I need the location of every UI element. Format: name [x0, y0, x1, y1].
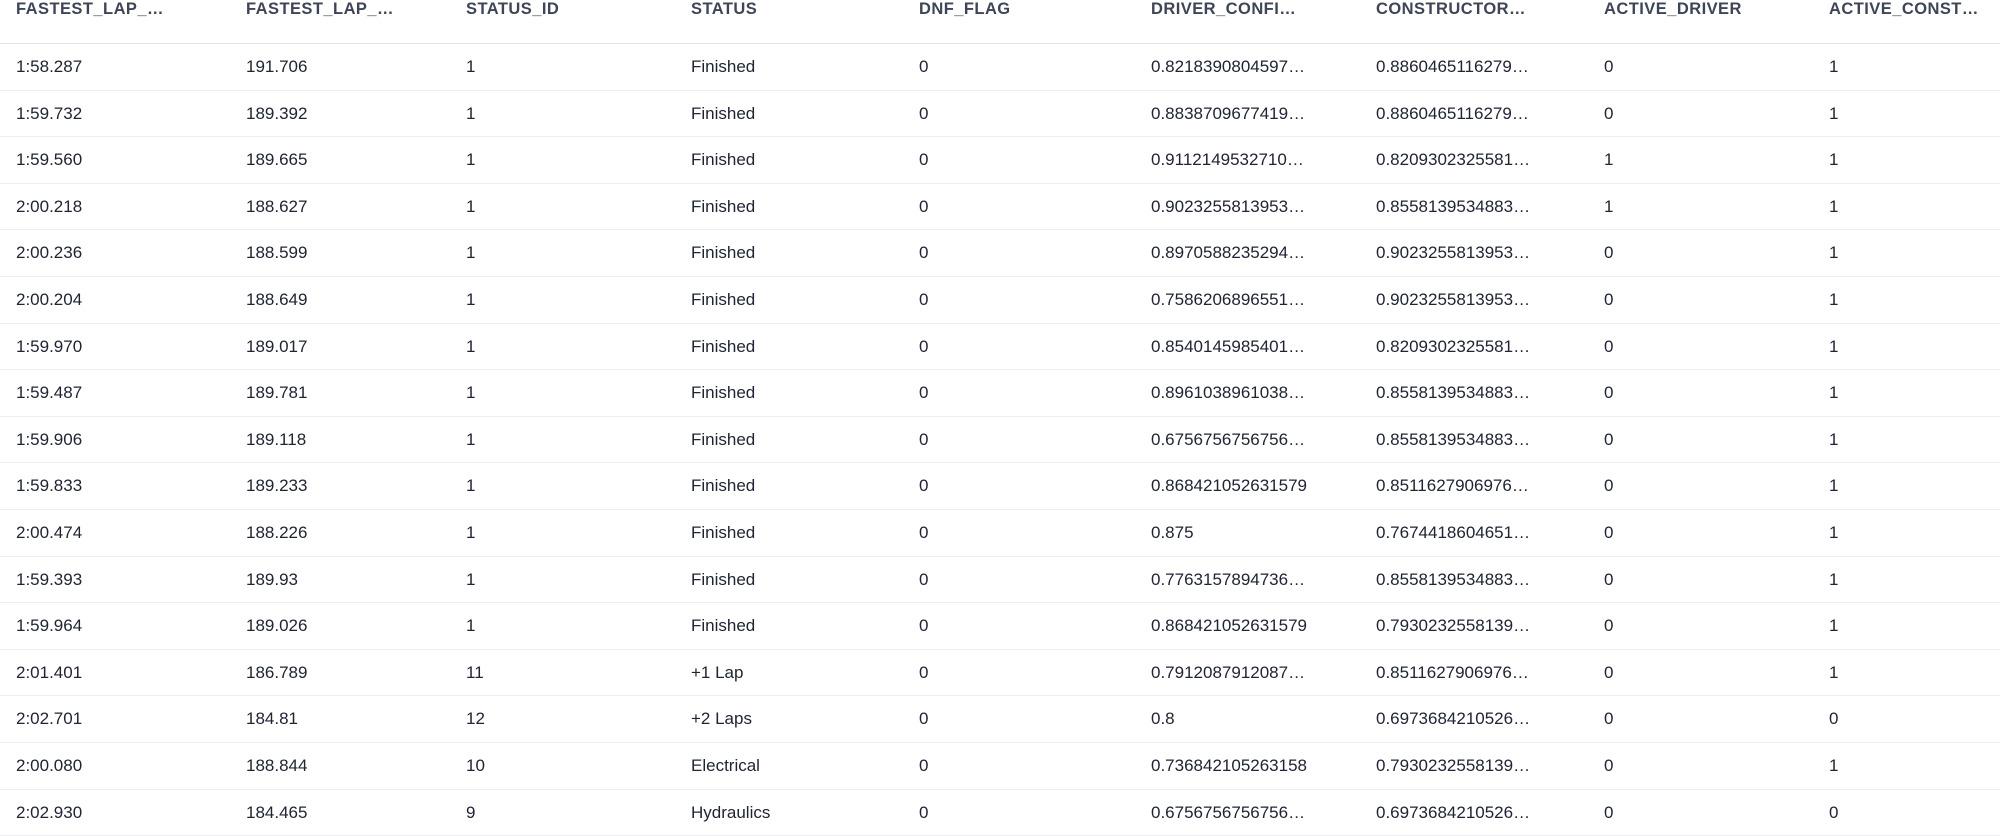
table-row[interactable] [0, 509, 2000, 556]
table-row[interactable] [0, 742, 2000, 789]
table-cell: 0 [919, 276, 1151, 323]
column-header-dnf-flag[interactable]: DNF_FLAG [919, 0, 1011, 18]
table-cell: 1 [466, 230, 691, 277]
table-cell: 1 [466, 323, 691, 370]
column-header-active-driver[interactable]: ACTIVE_DRIVER [1604, 0, 1742, 18]
table-row[interactable] [0, 789, 2000, 836]
table-cell: 1 [1829, 90, 2000, 137]
column-header-driver-confidence[interactable]: DRIVER_CONFI… [1151, 0, 1297, 18]
table-cell: 189.93 [246, 556, 466, 603]
table-cell: 1:58.287 [0, 44, 246, 91]
table-cell: 189.781 [246, 370, 466, 417]
table-cell: 189.026 [246, 603, 466, 650]
table-cell: 0.9023255813953… [1376, 230, 1604, 277]
table-cell: 0.875 [1151, 509, 1376, 556]
table-cell: 0 [1829, 789, 2000, 836]
table-cell: 2:01.401 [0, 649, 246, 696]
table-row[interactable] [0, 603, 2000, 650]
table-cell: 0 [1604, 416, 1829, 463]
table-body [0, 44, 2000, 836]
table-row[interactable] [0, 137, 2000, 184]
table-row[interactable] [0, 696, 2000, 743]
table-cell: Finished [691, 183, 919, 230]
table-cell: 2:02.701 [0, 696, 246, 743]
table-cell: 1 [1829, 323, 2000, 370]
table-cell: 1:59.487 [0, 370, 246, 417]
table-header [0, 0, 2000, 44]
table-header-row [0, 0, 2000, 44]
table-cell: Finished [691, 90, 919, 137]
table-cell: 189.118 [246, 416, 466, 463]
table-cell: 189.392 [246, 90, 466, 137]
table-row[interactable] [0, 649, 2000, 696]
table-cell: Finished [691, 509, 919, 556]
table-cell: Finished [691, 463, 919, 510]
table-cell: 0 [919, 742, 1151, 789]
table-cell: 0.8511627906976… [1376, 649, 1604, 696]
table-cell: 0.7912087912087… [1151, 649, 1376, 696]
table-cell: 2:00.080 [0, 742, 246, 789]
table-cell: Electrical [691, 742, 919, 789]
table-cell: 188.844 [246, 742, 466, 789]
table-cell: 0.868421052631579 [1151, 463, 1376, 510]
table-cell: 1 [1829, 742, 2000, 789]
table-cell: +2 Laps [691, 696, 919, 743]
table-cell: 1:59.906 [0, 416, 246, 463]
table-cell: 0.868421052631579 [1151, 603, 1376, 650]
table-cell: 1 [466, 463, 691, 510]
table-cell: 0 [1604, 90, 1829, 137]
table-cell: 0.8209302325581… [1376, 137, 1604, 184]
table-cell: 1 [466, 183, 691, 230]
column-header-status-id[interactable]: STATUS_ID [466, 0, 560, 18]
table-cell: 1:59.970 [0, 323, 246, 370]
table-cell: 0.8860465116279… [1376, 90, 1604, 137]
table-cell: 0.6756756756756… [1151, 416, 1376, 463]
table-row[interactable] [0, 276, 2000, 323]
table-cell: 0 [919, 370, 1151, 417]
table-cell: 0 [1604, 556, 1829, 603]
table-cell: 188.599 [246, 230, 466, 277]
table-cell: 0 [919, 556, 1151, 603]
table-cell: 0 [919, 649, 1151, 696]
table-row[interactable] [0, 183, 2000, 230]
table-cell: 184.81 [246, 696, 466, 743]
table-cell: 0.7930232558139… [1376, 742, 1604, 789]
table-cell: 1 [1829, 416, 2000, 463]
table-cell: 0.8558139534883… [1376, 183, 1604, 230]
table-cell: 0.8970588235294… [1151, 230, 1376, 277]
table-cell: 1 [466, 44, 691, 91]
column-header-status[interactable]: STATUS [691, 0, 758, 18]
table-cell: 1 [1829, 556, 2000, 603]
table-cell: 189.665 [246, 137, 466, 184]
table-cell: 0 [1604, 323, 1829, 370]
table-cell: 0 [1829, 696, 2000, 743]
table-cell: 1 [1604, 183, 1829, 230]
table-cell: 1:59.732 [0, 90, 246, 137]
table-row[interactable] [0, 44, 2000, 91]
table-cell: 0.736842105263158 [1151, 742, 1376, 789]
table-cell: 0 [919, 323, 1151, 370]
table-cell: 188.226 [246, 509, 466, 556]
table-cell: 0.9112149532710… [1151, 137, 1376, 184]
table-cell: 1:59.560 [0, 137, 246, 184]
table-cell: 0 [1604, 696, 1829, 743]
table-row[interactable] [0, 556, 2000, 603]
table-cell: 1 [466, 137, 691, 184]
table-cell: 1 [466, 556, 691, 603]
table-cell: 1 [1829, 370, 2000, 417]
table-cell: 188.649 [246, 276, 466, 323]
table-cell: 0 [1604, 742, 1829, 789]
table-cell: 0.8511627906976… [1376, 463, 1604, 510]
table-cell: 1 [1829, 603, 2000, 650]
table-cell: 0 [919, 509, 1151, 556]
table-cell: 0 [919, 90, 1151, 137]
table-cell: 0.7674418604651… [1376, 509, 1604, 556]
table-cell: 0.8209302325581… [1376, 323, 1604, 370]
table-cell: 0.8558139534883… [1376, 370, 1604, 417]
table-cell: 0 [1604, 509, 1829, 556]
table-cell: Finished [691, 44, 919, 91]
table-cell: Finished [691, 603, 919, 650]
table-cell: 0.6973684210526… [1376, 696, 1604, 743]
table-cell: 0.7763157894736… [1151, 556, 1376, 603]
table-cell: Finished [691, 370, 919, 417]
table-cell: 2:00.204 [0, 276, 246, 323]
table-cell: 0 [1604, 370, 1829, 417]
table-row[interactable] [0, 230, 2000, 277]
column-header-active-constructor[interactable]: ACTIVE_CONST… [1829, 0, 1979, 18]
table-cell: 0 [919, 696, 1151, 743]
table-cell: 0 [1604, 44, 1829, 91]
table-cell: 1 [466, 370, 691, 417]
table-row[interactable] [0, 463, 2000, 510]
table-cell: 0 [1604, 789, 1829, 836]
table-cell: 12 [466, 696, 691, 743]
table-cell: Finished [691, 137, 919, 184]
table-cell: 0.7586206896551… [1151, 276, 1376, 323]
table-cell: 0 [919, 416, 1151, 463]
table-cell: 1 [466, 416, 691, 463]
table-cell: 191.706 [246, 44, 466, 91]
table-cell: 1 [466, 509, 691, 556]
table-cell: 10 [466, 742, 691, 789]
table-cell: 0.8558139534883… [1376, 416, 1604, 463]
table-cell: 0.8838709677419… [1151, 90, 1376, 137]
table-cell: Finished [691, 230, 919, 277]
table-cell: 9 [466, 789, 691, 836]
table-cell: 0.6973684210526… [1376, 789, 1604, 836]
table-row[interactable] [0, 323, 2000, 370]
table-cell: 0 [1604, 276, 1829, 323]
table-cell: 11 [466, 649, 691, 696]
table-cell: 0 [1604, 230, 1829, 277]
table-cell: 1 [466, 276, 691, 323]
table-cell: 2:00.218 [0, 183, 246, 230]
column-header-fastest-lap-speed[interactable]: FASTEST_LAP_… [246, 0, 394, 18]
table-cell: 0 [1604, 603, 1829, 650]
table-cell: 1 [1604, 137, 1829, 184]
table-cell: 0.8961038961038… [1151, 370, 1376, 417]
table-cell: 1 [1829, 44, 2000, 91]
table-cell: 0.8540145985401… [1151, 323, 1376, 370]
table-cell: 1 [1829, 509, 2000, 556]
table-cell: 2:00.236 [0, 230, 246, 277]
table-cell: 1 [1829, 649, 2000, 696]
table-cell: 1 [1829, 183, 2000, 230]
table-cell: 0 [919, 137, 1151, 184]
table-cell: 0.9023255813953… [1376, 276, 1604, 323]
table-cell: 184.465 [246, 789, 466, 836]
table-cell: Finished [691, 416, 919, 463]
table-cell: 1 [1829, 137, 2000, 184]
table-cell: 1 [466, 603, 691, 650]
table-row[interactable] [0, 370, 2000, 417]
table-cell: 2:02.930 [0, 789, 246, 836]
table-cell: 0 [1604, 649, 1829, 696]
table-cell: 189.233 [246, 463, 466, 510]
table-cell: 188.627 [246, 183, 466, 230]
table-cell: 0 [919, 603, 1151, 650]
table-cell: 0 [919, 789, 1151, 836]
table-cell: 1:59.833 [0, 463, 246, 510]
table-cell: 0 [919, 183, 1151, 230]
table-cell: 0.8 [1151, 696, 1376, 743]
column-header-fastest-lap-time[interactable]: FASTEST_LAP_… [16, 0, 164, 18]
table-cell: 2:00.474 [0, 509, 246, 556]
table-row[interactable] [0, 90, 2000, 137]
table-cell: 1:59.964 [0, 603, 246, 650]
table-cell: 0 [919, 44, 1151, 91]
column-header-constructor-reliability[interactable]: CONSTRUCTOR… [1376, 0, 1526, 18]
table-cell: 0.8558139534883… [1376, 556, 1604, 603]
table-cell: +1 Lap [691, 649, 919, 696]
table-cell: 1 [466, 90, 691, 137]
table-cell: 189.017 [246, 323, 466, 370]
table-cell: Finished [691, 276, 919, 323]
table-cell: Finished [691, 556, 919, 603]
table-cell: 0 [919, 463, 1151, 510]
table-cell: 1:59.393 [0, 556, 246, 603]
table-cell: Hydraulics [691, 789, 919, 836]
table-cell: Finished [691, 323, 919, 370]
table-cell: 186.789 [246, 649, 466, 696]
table-cell: 0.6756756756756… [1151, 789, 1376, 836]
table-cell: 0 [1604, 463, 1829, 510]
table-cell: 0.8218390804597… [1151, 44, 1376, 91]
table-cell: 1 [1829, 230, 2000, 277]
table-cell: 0.9023255813953… [1151, 183, 1376, 230]
table-cell: 1 [1829, 276, 2000, 323]
table-cell: 0.7930232558139… [1376, 603, 1604, 650]
table-cell: 0 [919, 230, 1151, 277]
table-cell: 0.8860465116279… [1376, 44, 1604, 91]
table-row[interactable] [0, 416, 2000, 463]
table-cell: 1 [1829, 463, 2000, 510]
